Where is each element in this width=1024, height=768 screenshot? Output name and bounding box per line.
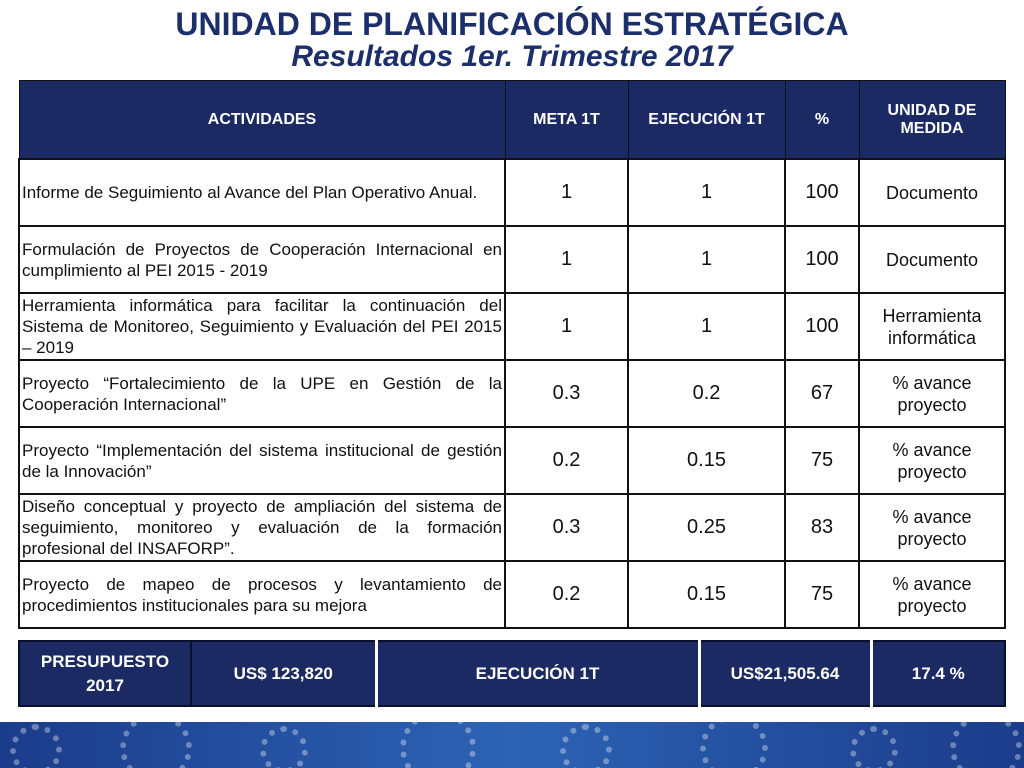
column-header-execution: EJECUCIÓN 1T <box>628 81 785 160</box>
percent-cell: 83 <box>785 494 859 561</box>
activity-cell: Proyecto de mapeo de procesos y levantamiento de procedimientos institucionales para su mejora <box>19 561 505 628</box>
table-header-row <box>19 81 1005 160</box>
unit-cell: Documento <box>859 159 1005 226</box>
percent-cell: 100 <box>785 159 859 226</box>
activities-table <box>18 80 1006 629</box>
unit-cell: Herramienta informática <box>859 293 1005 360</box>
execution-cell: 1 <box>628 293 785 360</box>
budget-execution-percent: 17.4 % <box>871 641 1005 706</box>
gear-icon <box>560 724 612 768</box>
activity-cell: Proyecto “Fortalecimiento de la UPE en Gestión de la Cooperación Internacional” <box>19 360 505 427</box>
activity-cell: Informe de Seguimiento al Avance del Plan Operativo Anual. <box>19 159 505 226</box>
page-subtitle: Resultados 1er. Trimestre 2017 <box>291 40 733 73</box>
table-row <box>19 360 1005 427</box>
table-row <box>19 226 1005 293</box>
goal-cell: 0.2 <box>505 561 628 628</box>
gear-icon <box>950 722 1022 768</box>
gear-icon <box>260 726 308 768</box>
activity-cell: Proyecto “Implementación del sistema institucional de gestión de la Innovación” <box>19 427 505 494</box>
goal-cell: 1 <box>505 159 628 226</box>
percent-cell: 75 <box>785 561 859 628</box>
goal-cell: 0.3 <box>505 360 628 427</box>
gear-icon <box>120 722 192 768</box>
gear-icon <box>400 722 476 768</box>
table-row <box>19 427 1005 494</box>
gear-icon <box>10 724 62 768</box>
footer-gear-banner <box>0 722 1024 768</box>
percent-cell: 67 <box>785 360 859 427</box>
budget-table <box>18 640 1006 707</box>
activity-cell: Formulación de Proyectos de Cooperación Internacional en cumplimiento al PEI 2015 - 2019 <box>19 226 505 293</box>
page-title: UNIDAD DE PLANIFICACIÓN ESTRATÉGICA <box>175 6 849 42</box>
execution-cell: 1 <box>628 159 785 226</box>
gear-icon <box>850 726 898 768</box>
goal-cell: 1 <box>505 226 628 293</box>
column-header-activities: ACTIVIDADES <box>19 81 505 160</box>
percent-cell: 75 <box>785 427 859 494</box>
activity-cell: Herramienta informática para facilitar la continuación del Sistema de Monitoreo, Seguimiento y Evaluación del PEI 2015 – 2019 <box>19 293 505 360</box>
activity-cell: Diseño conceptual y proyecto de ampliación del sistema de seguimiento, monitoreo y evaluación de la formación profesional del INSAFORP”. <box>19 494 505 561</box>
execution-cell: 0.15 <box>628 561 785 628</box>
table-row <box>19 159 1005 226</box>
goal-cell: 0.3 <box>505 494 628 561</box>
column-header-unit: UNIDAD DE MEDIDA <box>859 81 1005 160</box>
gear-icon <box>700 722 768 768</box>
unit-cell: % avance proyecto <box>859 561 1005 628</box>
execution-cell: 0.2 <box>628 360 785 427</box>
execution-cell: 1 <box>628 226 785 293</box>
table-row <box>19 561 1005 628</box>
execution-cell: 0.25 <box>628 494 785 561</box>
budget-execution-amount: US$21,505.64 <box>699 641 871 706</box>
percent-cell: 100 <box>785 226 859 293</box>
unit-cell: % avance proyecto <box>859 427 1005 494</box>
unit-cell: % avance proyecto <box>859 494 1005 561</box>
unit-cell: Documento <box>859 226 1005 293</box>
goal-cell: 1 <box>505 293 628 360</box>
table-row <box>19 494 1005 561</box>
budget-label: PRESUPUESTO 2017 <box>19 641 191 706</box>
budget-execution-label: EJECUCIÓN 1T <box>376 641 699 706</box>
unit-cell: % avance proyecto <box>859 360 1005 427</box>
percent-cell: 100 <box>785 293 859 360</box>
column-header-percent: % <box>785 81 859 160</box>
column-header-goal: META 1T <box>505 81 628 160</box>
execution-cell: 0.15 <box>628 427 785 494</box>
budget-amount: US$ 123,820 <box>191 641 376 706</box>
budget-row <box>19 641 1005 706</box>
table-row <box>19 293 1005 360</box>
goal-cell: 0.2 <box>505 427 628 494</box>
